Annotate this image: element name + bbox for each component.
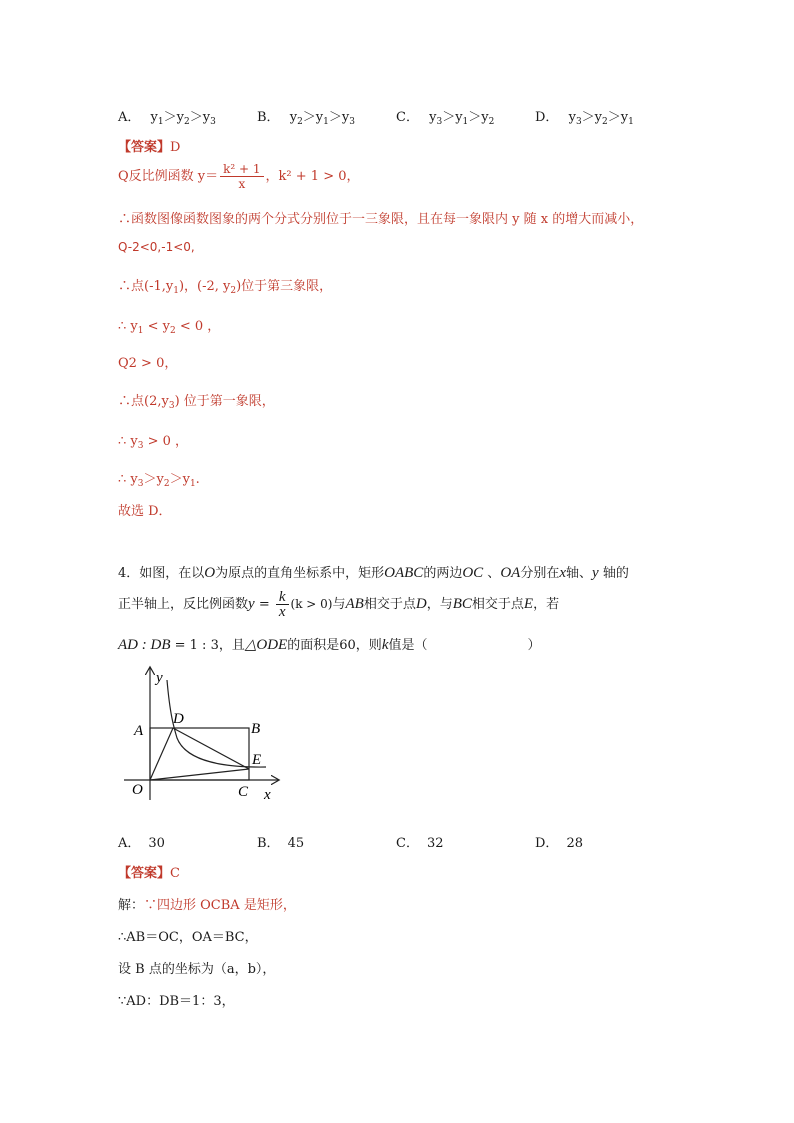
segment-oe: [150, 769, 249, 780]
q4-stem-line-1: 4．如图，在以O为原点的直角坐标系中，矩形OABC的两边OC 、OA分别在x轴、y 轴的: [118, 565, 629, 581]
q4-solution-line-3: 设 B 点的坐标为（a，b），: [118, 962, 276, 977]
fraction: $\frac{k}{x}$: [276, 590, 289, 619]
coordinate-diagram: [118, 660, 288, 810]
q3-line-7: ∴点$(2,y_3)$ 位于第一象限，: [118, 394, 275, 411]
q3-answer: [118, 136, 180, 155]
q3-option-d: D． $y_3>y_2>y_1$: [535, 110, 634, 127]
label-y: y: [156, 670, 163, 686]
q4-answer: [118, 862, 180, 881]
q3-line-1: Q反比例函数 y＝ $\frac{\text{k² + 1}}{x}$ ，k² + 1 > 0，: [118, 162, 360, 191]
q4-solution-line-1: 解：∵四边形 OCBA 是矩形，: [118, 898, 296, 913]
q4-option-d: D． 28: [535, 836, 583, 851]
q3-line-5: ∴ $y_1 < y_2 < 0$ ，: [118, 319, 221, 336]
answer-tag: 【答案】: [118, 140, 171, 155]
q4-solution-line-4: ∵AD：DB＝1：3，: [118, 994, 235, 1009]
q3-option-c: C． $y_3>y_1>y_2$: [396, 110, 495, 127]
q4-stem-line-3: AD : DB = 1 : 3，且△ODE的面积是60，则k值是（ ）: [118, 637, 541, 653]
q3-line-6: Q2 > 0，: [118, 356, 178, 371]
label-e: E: [252, 752, 262, 768]
q3-line-8: ∴ $y_3 > 0$ ，: [118, 434, 189, 451]
q4-solution-line-2: ∴AB＝OC，OA＝BC，: [118, 930, 258, 945]
q3-line-10: 故选 D．: [118, 504, 172, 519]
fraction: $\frac{\text{k² + 1}}{x}$: [220, 162, 263, 191]
answer-value: D: [170, 140, 181, 155]
label-a: A: [134, 723, 144, 739]
rectangle-oabc: [150, 728, 249, 780]
label-c: C: [238, 784, 249, 800]
q3-option-a: A． $y_1>y_2>y_3$: [118, 110, 216, 127]
q4-option-a: A． 30: [118, 836, 165, 851]
q4-figure: [118, 660, 288, 814]
q3-line-3: Q-2<0,-1<0,: [118, 240, 195, 254]
q3-line-2: ∴函数图像函数图象的两个分式分别位于一三象限，且在每一象限内 y 随 x 的增大而减小，: [118, 212, 644, 227]
answer-value: C: [170, 866, 180, 881]
label-b: B: [251, 721, 261, 737]
q3-line-9: ∴ $y_3>y_2>y_1$.: [118, 472, 200, 489]
q4-option-c: C． 32: [396, 836, 444, 851]
q4-stem-line-2: 正半轴上，反比例函数y = $\frac{k}{x}$ (k > 0)与AB相交于点D，与BC相交于点E，若: [118, 589, 560, 620]
label-x: x: [264, 787, 271, 803]
answer-tag: 【答案】: [118, 866, 171, 881]
q3-line-4: ∴点$(-1,y_1)$，(-2, $y_2$)位于第三象限，: [118, 279, 333, 296]
segment-od: [150, 728, 173, 780]
q4-option-b: B． 45: [257, 836, 305, 851]
q3-option-b: B． $y_2>y_1>y_3$: [257, 110, 355, 127]
label-o: O: [132, 782, 143, 798]
label-d: D: [173, 711, 184, 727]
